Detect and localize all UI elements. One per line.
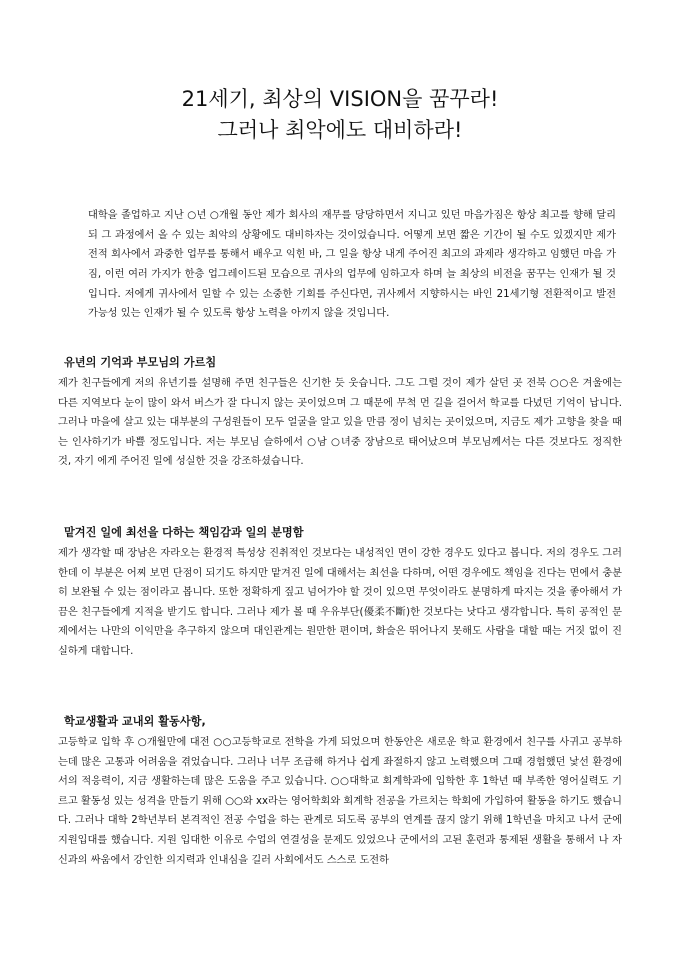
section-heading: 유년의 기억과 부모님의 가르침 [64, 356, 217, 369]
section-responsibility [58, 524, 622, 662]
section-heading: 맡겨진 일에 최선을 다하는 책임감과 일의 분명함 [64, 526, 304, 539]
section-heading: 학교생활과 교내외 활동사항, [64, 715, 206, 728]
title-line-2: 그러나 최악에도 대비하라! [217, 118, 463, 142]
title-line-1: 21세기, 최상의 VISION을 꿈꾸라! [181, 87, 499, 111]
section-school-activities [58, 713, 622, 870]
section-body: 제가 생각할 때 장남은 자라오는 환경적 특성상 진취적인 것보다는 내성적인 면이 강한 경우도 있다고 봅니다. 저의 경우도 그러한데 이 부분은 어찌 보면 단점이 되기도 하지만 맡겨진 일에 대해서는 최선을 다하며, 어떤 경우에도 책임을 진다는 면에서 충분히 보완될 수 있는 점이라고 봅니다. 또한 정확하게 짚고 넘어가야 할 것이 있으면 무엇이라도 분명하게 따지는 것을 좋아해서 가끔은 친구들에게 지적을 받기도 합니다. 그러나 제가 볼 때 우유부단(優柔不斷)한 것보다는 낫다고 생각합니다. 특히 공적인 문제에서는 나만의 이익만을 추구하지 않으며 대인관계는 원만한 편이며, 화술은 뛰어나지 못해도 사람을 대할 때는 거짓 없이 진실하게 대합니다. [58, 548, 622, 657]
section-childhood [58, 354, 622, 472]
document-title [60, 84, 620, 146]
intro-paragraph: 대학을 졸업하고 지난 ○년 ○개월 동안 제가 회사의 재무를 당당하면서 지니고 있던 마음가짐은 항상 최고를 향해 달리되 그 과정에서 올 수 있는 최악의 상황에도 대비하자는 것이었습니다. 어떻게 보면 짧은 기간이 될 수도 있겠지만 제가 전적 회사에서 과중한 업무를 통해서 배우고 익힌 바, 그 일을 항상 내게 주어진 최고의 과제라 생각하고 임했던 마음 가짐, 이런 여러 가지가 한층 업그레이드된 모습으로 귀사의 업무에 임하고자 하며 늘 최상의 비전을 꿈꾸는 인재가 될 것입니다. 저에게 귀사에서 일할 수 있는 소중한 기회를 주신다면, 귀사께서 지향하시는 바인 21세기형 전환적이고 발전 가능성 있는 인재가 될 수 있도록 항상 노력을 아끼지 않을 것입니다. [88, 210, 616, 320]
section-body: 고등학교 입학 후 ○개월만에 대전 ○○고등학교로 전학을 가게 되었으며 한동안은 새로운 학교 환경에서 친구를 사귀고 공부하는데 많은 고통과 어려움을 겪었습니다. 그러나 너무 조급해 하거나 쉽게 좌절하지 않고 노력했으며 그때 경험했던 낯선 환경에서의 적응력이, 지금 생활하는데 많은 도움을 주고 있습니다. ○○대학교 회계학과에 입학한 후 1학년 때 부족한 영어실력도 기르고 활동성 있는 성격을 만들기 위해 ○○와 xx라는 영어학회와 회계학 전공을 가르치는 학회에 가입하여 활동을 하기도 했습니다. 그러나 대학 2학년부터 본격적인 전공 수업을 하는 관계로 되도록 공부의 연계를 끊지 않기 위해 1학년을 마치고 나서 군에 지원입대를 했습니다. 지원 입대한 이유로 수업의 연결성을 문제도 있었으나 군에서의 고된 훈련과 통제된 생활을 통해서 나 자신과의 싸움에서 강인한 의지력과 인내심을 길러 사회에서도 스스로 도전하 [58, 737, 622, 866]
section-body: 제가 친구들에게 저의 유년기를 설명해 주면 친구들은 신기한 듯 웃습니다. 그도 그럴 것이 제가 살던 곳 전북 ○○은 겨울에는 다른 지역보다 눈이 많이 와서 버스가 잘 다니지 않는 곳이었으며 그 때문에 무척 먼 길을 걸어서 학교를 다녔던 기억이 납니다. 그러나 마을에 살고 있는 대부분의 구성원들이 모두 얼굴을 알고 있을 만큼 정이 넘치는 곳이었으며, 지금도 제가 고향을 찾을 때는 인사하기가 바쁠 정도입니다. 저는 부모님 슬하에서 ○남 ○녀중 장남으로 태어났으며 부모님께서는 다른 것보다도 정직한 것, 자기 에게 주어진 일에 성실한 것을 강조하셨습니다. [58, 378, 622, 468]
